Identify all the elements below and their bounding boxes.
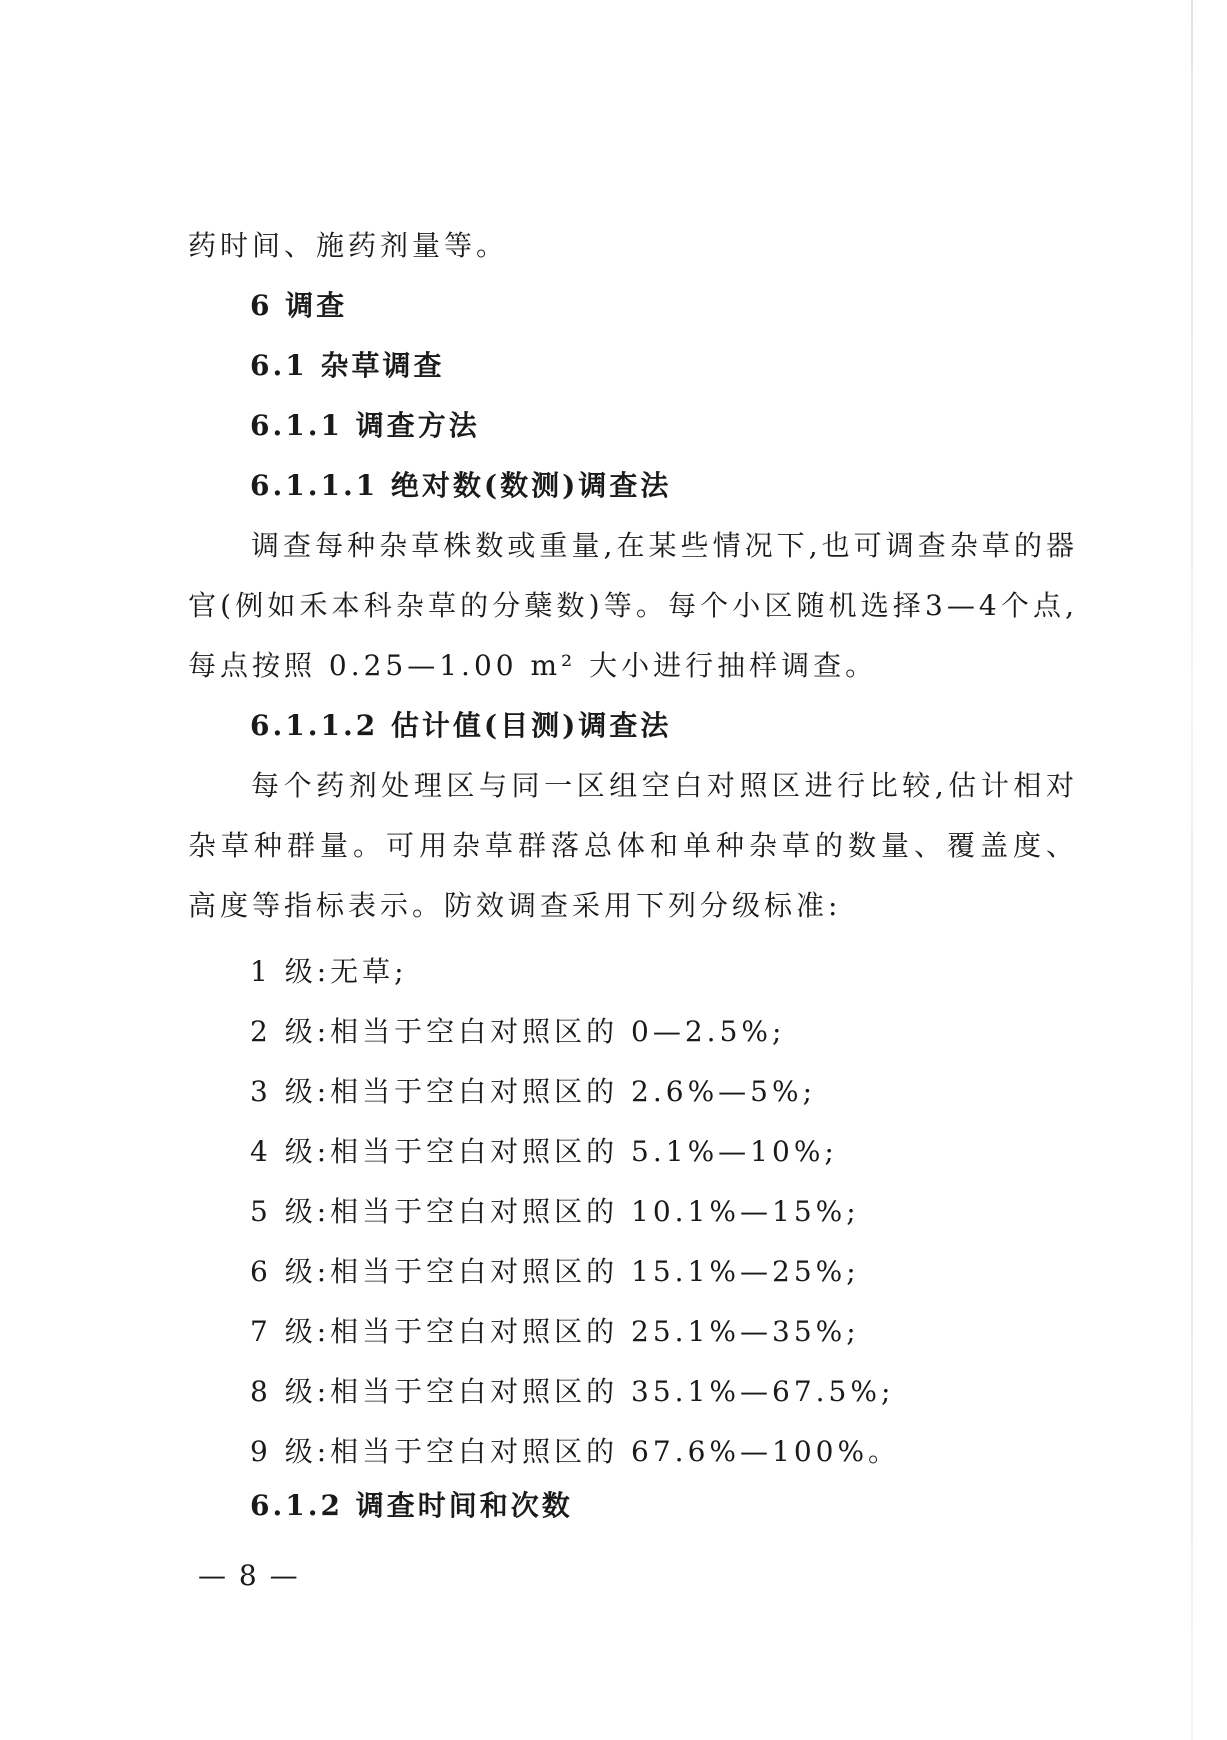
section-heading-6-1-1-2: 6.1.1.2 估计值(目测)调查法 bbox=[250, 709, 672, 742]
section-heading-6-1-1-1: 6.1.1.1 绝对数(数测)调查法 bbox=[250, 469, 672, 502]
section-heading-6-1: 6.1 杂草调查 bbox=[250, 349, 445, 382]
grading-level-list bbox=[250, 942, 900, 1482]
grading-level-item: 8 级:相当于空白对照区的 35.1%—67.5%; bbox=[250, 1375, 895, 1408]
grading-level-item: 1 级:无草; bbox=[250, 955, 408, 988]
grading-level-item: 9 级:相当于空白对照区的 67.6%—100%。 bbox=[250, 1435, 901, 1468]
section-heading-6-1-2: 6.1.2 调查时间和次数 bbox=[250, 1489, 573, 1522]
scan-edge-line bbox=[1191, 0, 1193, 1740]
grading-level-item: 4 级:相当于空白对照区的 5.1%—10%; bbox=[250, 1135, 838, 1168]
grading-level-item: 5 级:相当于空白对照区的 10.1%—15%; bbox=[250, 1195, 860, 1228]
paragraph-estimate-method: 每个药剂处理区与同一区组空白对照区进行比较,估计相对杂草种群量。可用杂草群落总体和单种杂草的数量、覆盖度、高度等指标表示。防效调查采用下列分级标准: bbox=[188, 769, 1078, 922]
grading-level-item: 6 级:相当于空白对照区的 15.1%—25%; bbox=[250, 1255, 860, 1288]
page-number: — 8 — bbox=[198, 1559, 300, 1592]
grading-level-item: 2 级:相当于空白对照区的 0—2.5%; bbox=[250, 1015, 786, 1048]
grading-level-item: 7 级:相当于空白对照区的 25.1%—35%; bbox=[250, 1315, 860, 1348]
section-heading-6-1-1: 6.1.1 调查方法 bbox=[250, 409, 480, 442]
grading-level-item: 3 级:相当于空白对照区的 2.6%—5%; bbox=[250, 1075, 817, 1108]
paragraph-absolute-count-method: 调查每种杂草株数或重量,在某些情况下,也可调查杂草的器官(例如禾本科杂草的分蘖数)等。每个小区随机选择3—4个点,每点按照 0.25—1.00 m² 大小进行抽样调查。 bbox=[188, 529, 1078, 682]
continuation-text: 药时间、施药剂量等。 bbox=[188, 229, 509, 262]
section-heading-6: 6 调查 bbox=[250, 289, 348, 322]
